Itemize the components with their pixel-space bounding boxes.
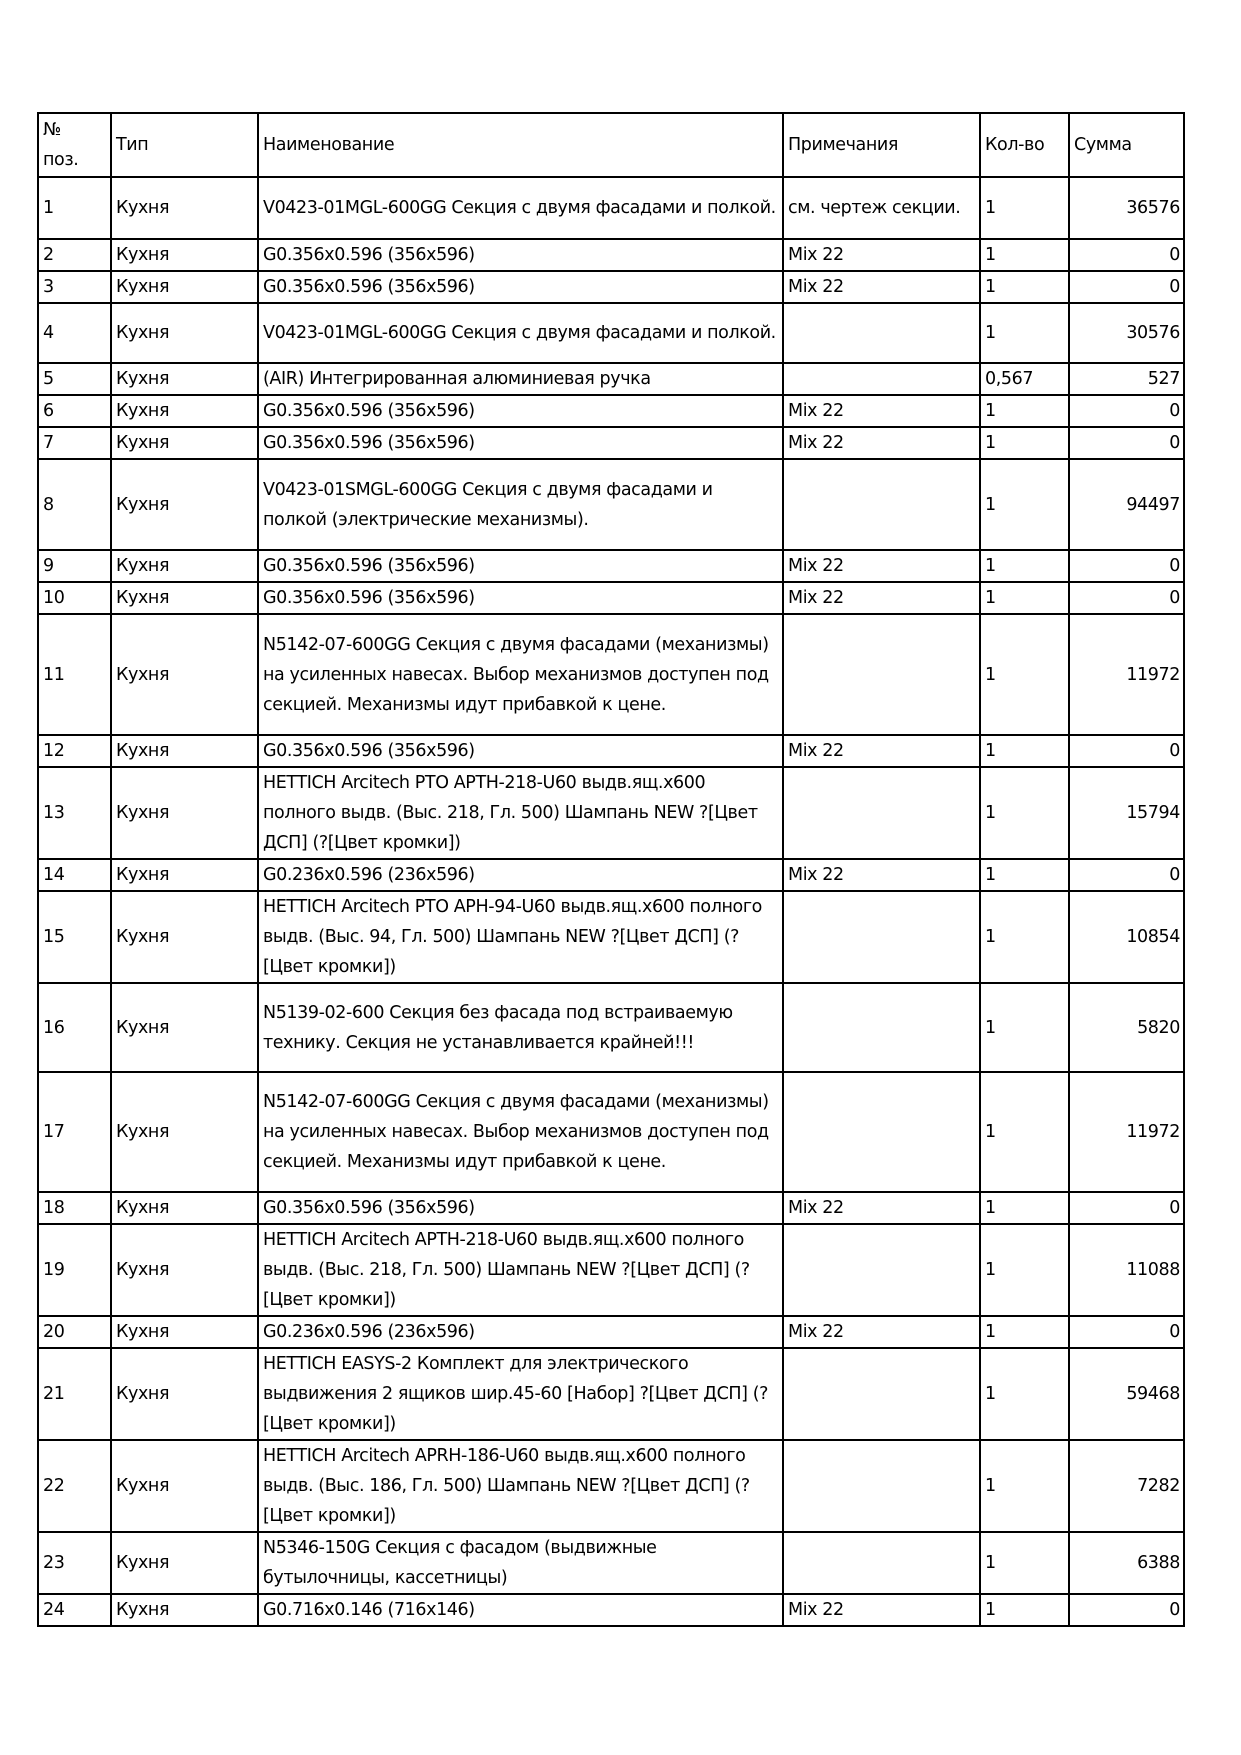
cell-pos: 14 (38, 859, 111, 891)
cell-qty: 1 (980, 1224, 1069, 1316)
cell-pos: 8 (38, 459, 111, 550)
table-row (38, 891, 1184, 983)
table-row (38, 614, 1184, 735)
cell-sum: 0 (1069, 735, 1184, 767)
cell-notes: Mix 22 (783, 550, 980, 582)
cell-type: Кухня (111, 614, 258, 735)
cell-qty: 1 (980, 983, 1069, 1072)
cell-type: Кухня (111, 1532, 258, 1594)
cell-notes: Mix 22 (783, 735, 980, 767)
cell-sum: 10854 (1069, 891, 1184, 983)
cell-notes (783, 1532, 980, 1594)
cell-qty: 1 (980, 891, 1069, 983)
cell-sum: 0 (1069, 859, 1184, 891)
cell-pos: 19 (38, 1224, 111, 1316)
cell-sum: 0 (1069, 582, 1184, 614)
specification-table (37, 112, 1185, 1627)
cell-type: Кухня (111, 303, 258, 363)
cell-name: HETTICH Arcitech APTH-218-U60 выдв.ящ.x600 полного выдв. (Выс. 218, Гл. 500) Шампань NEW ?[Цвет ДСП] (?[Цвет кромки]) (258, 1224, 783, 1316)
cell-pos: 3 (38, 271, 111, 303)
cell-notes (783, 983, 980, 1072)
cell-qty: 1 (980, 239, 1069, 271)
header-row (38, 113, 1184, 177)
table-row (38, 427, 1184, 459)
cell-sum: 36576 (1069, 177, 1184, 239)
cell-sum: 30576 (1069, 303, 1184, 363)
cell-type: Кухня (111, 1192, 258, 1224)
header-name: Наименование (258, 113, 783, 177)
cell-qty: 1 (980, 1348, 1069, 1440)
cell-sum: 0 (1069, 427, 1184, 459)
cell-qty: 1 (980, 614, 1069, 735)
cell-sum: 527 (1069, 363, 1184, 395)
cell-type: Кухня (111, 239, 258, 271)
cell-type: Кухня (111, 395, 258, 427)
header-type: Тип (111, 113, 258, 177)
cell-type: Кухня (111, 1072, 258, 1192)
cell-qty: 0,567 (980, 363, 1069, 395)
cell-qty: 1 (980, 735, 1069, 767)
table-row (38, 582, 1184, 614)
cell-name: N5142-07-600GG Секция с двумя фасадами (механизмы) на усиленных навесах. Выбор механизмов доступен под секцией. Механизмы идут прибавкой к цене. (258, 1072, 783, 1192)
cell-name: G0.236x0.596 (236x596) (258, 859, 783, 891)
cell-pos: 4 (38, 303, 111, 363)
cell-name: G0.356x0.596 (356x596) (258, 582, 783, 614)
cell-name: G0.356x0.596 (356x596) (258, 271, 783, 303)
cell-sum: 11088 (1069, 1224, 1184, 1316)
table-row (38, 859, 1184, 891)
header-pos-line1: № (43, 120, 61, 140)
cell-sum: 11972 (1069, 614, 1184, 735)
cell-sum: 0 (1069, 1594, 1184, 1626)
cell-name: HETTICH EASYS-2 Комплект для электрического выдвижения 2 ящиков шир.45-60 [Набор] ?[Цвет ДСП] (?[Цвет кромки]) (258, 1348, 783, 1440)
cell-notes (783, 1224, 980, 1316)
cell-pos: 22 (38, 1440, 111, 1532)
cell-notes: Mix 22 (783, 1316, 980, 1348)
cell-type: Кухня (111, 271, 258, 303)
cell-type: Кухня (111, 767, 258, 859)
cell-pos: 7 (38, 427, 111, 459)
cell-notes: Mix 22 (783, 582, 980, 614)
cell-name: G0.356x0.596 (356x596) (258, 1192, 783, 1224)
cell-qty: 1 (980, 1192, 1069, 1224)
cell-qty: 1 (980, 303, 1069, 363)
cell-sum: 5820 (1069, 983, 1184, 1072)
cell-name: G0.236x0.596 (236x596) (258, 1316, 783, 1348)
cell-pos: 2 (38, 239, 111, 271)
cell-type: Кухня (111, 1348, 258, 1440)
table-row (38, 735, 1184, 767)
cell-notes (783, 459, 980, 550)
table-row (38, 271, 1184, 303)
cell-notes (783, 1440, 980, 1532)
cell-name: G0.716x0.146 (716x146) (258, 1594, 783, 1626)
header-qty: Кол-во (980, 113, 1069, 177)
table-row (38, 395, 1184, 427)
cell-pos: 16 (38, 983, 111, 1072)
table-row (38, 1348, 1184, 1440)
cell-name: HETTICH Arcitech PTO APH-94-U60 выдв.ящ.x600 полного выдв. (Выс. 94, Гл. 500) Шампань NEW ?[Цвет ДСП] (?[Цвет кромки]) (258, 891, 783, 983)
cell-name: N5139-02-600 Секция без фасада под встраиваемую технику. Секция не устанавливается крайней!!! (258, 983, 783, 1072)
cell-name: V0423-01MGL-600GG Секция с двумя фасадами и полкой. (258, 177, 783, 239)
cell-name: (AIR) Интегрированная алюминиевая ручка (258, 363, 783, 395)
cell-qty: 1 (980, 1316, 1069, 1348)
table-row (38, 459, 1184, 550)
cell-type: Кухня (111, 582, 258, 614)
cell-qty: 1 (980, 550, 1069, 582)
cell-name: V0423-01MGL-600GG Секция с двумя фасадами и полкой. (258, 303, 783, 363)
table-row (38, 1316, 1184, 1348)
header-notes: Примечания (783, 113, 980, 177)
cell-type: Кухня (111, 550, 258, 582)
cell-name: V0423-01SMGL-600GG Секция с двумя фасадами и полкой (электрические механизмы). (258, 459, 783, 550)
cell-pos: 10 (38, 582, 111, 614)
cell-sum: 0 (1069, 239, 1184, 271)
header-pos (38, 113, 111, 177)
cell-sum: 7282 (1069, 1440, 1184, 1532)
cell-qty: 1 (980, 427, 1069, 459)
cell-type: Кухня (111, 1440, 258, 1532)
cell-pos: 20 (38, 1316, 111, 1348)
table-row (38, 983, 1184, 1072)
cell-pos: 9 (38, 550, 111, 582)
cell-name: N5142-07-600GG Секция с двумя фасадами (механизмы) на усиленных навесах. Выбор механизмов доступен под секцией. Механизмы идут прибавкой к цене. (258, 614, 783, 735)
table-row (38, 363, 1184, 395)
cell-qty: 1 (980, 767, 1069, 859)
cell-notes (783, 891, 980, 983)
cell-type: Кухня (111, 859, 258, 891)
table-row (38, 1072, 1184, 1192)
cell-sum: 59468 (1069, 1348, 1184, 1440)
cell-type: Кухня (111, 891, 258, 983)
cell-pos: 6 (38, 395, 111, 427)
cell-qty: 1 (980, 859, 1069, 891)
cell-notes (783, 1072, 980, 1192)
header-pos-line2: поз. (43, 150, 79, 170)
table-row (38, 1532, 1184, 1594)
cell-notes: Mix 22 (783, 427, 980, 459)
cell-sum: 15794 (1069, 767, 1184, 859)
cell-pos: 1 (38, 177, 111, 239)
table-row (38, 550, 1184, 582)
cell-qty: 1 (980, 1440, 1069, 1532)
cell-qty: 1 (980, 1532, 1069, 1594)
cell-pos: 11 (38, 614, 111, 735)
cell-name: HETTICH Arcitech APRH-186-U60 выдв.ящ.x600 полного выдв. (Выс. 186, Гл. 500) Шампань NEW ?[Цвет ДСП] (?[Цвет кромки]) (258, 1440, 783, 1532)
cell-notes (783, 767, 980, 859)
cell-sum: 0 (1069, 395, 1184, 427)
cell-name: N5346-150G Секция с фасадом (выдвижные бутылочницы, кассетницы) (258, 1532, 783, 1594)
table-row (38, 239, 1184, 271)
table-row (38, 1594, 1184, 1626)
cell-sum: 0 (1069, 271, 1184, 303)
table-row (38, 303, 1184, 363)
cell-pos: 5 (38, 363, 111, 395)
cell-type: Кухня (111, 983, 258, 1072)
cell-notes (783, 1348, 980, 1440)
cell-type: Кухня (111, 363, 258, 395)
cell-pos: 23 (38, 1532, 111, 1594)
cell-notes: Mix 22 (783, 239, 980, 271)
cell-notes (783, 614, 980, 735)
cell-name: HETTICH Arcitech PTO APTH-218-U60 выдв.ящ.x600 полного выдв. (Выс. 218, Гл. 500) Шампань NEW ?[Цвет ДСП] (?[Цвет кромки]) (258, 767, 783, 859)
cell-sum: 6388 (1069, 1532, 1184, 1594)
cell-pos: 21 (38, 1348, 111, 1440)
cell-type: Кухня (111, 1316, 258, 1348)
header-sum: Сумма (1069, 113, 1184, 177)
cell-notes (783, 363, 980, 395)
cell-type: Кухня (111, 1594, 258, 1626)
cell-qty: 1 (980, 1072, 1069, 1192)
cell-notes: Mix 22 (783, 859, 980, 891)
cell-pos: 24 (38, 1594, 111, 1626)
cell-notes: см. чертеж секции. (783, 177, 980, 239)
cell-type: Кухня (111, 427, 258, 459)
cell-type: Кухня (111, 177, 258, 239)
cell-name: G0.356x0.596 (356x596) (258, 239, 783, 271)
cell-sum: 11972 (1069, 1072, 1184, 1192)
cell-sum: 0 (1069, 1192, 1184, 1224)
cell-qty: 1 (980, 271, 1069, 303)
cell-qty: 1 (980, 459, 1069, 550)
cell-sum: 0 (1069, 1316, 1184, 1348)
cell-qty: 1 (980, 1594, 1069, 1626)
cell-type: Кухня (111, 735, 258, 767)
cell-pos: 18 (38, 1192, 111, 1224)
cell-sum: 94497 (1069, 459, 1184, 550)
cell-type: Кухня (111, 459, 258, 550)
table-row (38, 1224, 1184, 1316)
cell-notes: Mix 22 (783, 271, 980, 303)
cell-qty: 1 (980, 395, 1069, 427)
cell-pos: 12 (38, 735, 111, 767)
cell-name: G0.356x0.596 (356x596) (258, 735, 783, 767)
cell-qty: 1 (980, 582, 1069, 614)
table-row (38, 177, 1184, 239)
table-row (38, 1192, 1184, 1224)
cell-notes: Mix 22 (783, 1594, 980, 1626)
cell-name: G0.356x0.596 (356x596) (258, 427, 783, 459)
table-row (38, 767, 1184, 859)
table-row (38, 1440, 1184, 1532)
cell-pos: 15 (38, 891, 111, 983)
cell-sum: 0 (1069, 550, 1184, 582)
cell-notes (783, 303, 980, 363)
cell-pos: 17 (38, 1072, 111, 1192)
cell-qty: 1 (980, 177, 1069, 239)
table-body (38, 177, 1184, 1626)
cell-notes: Mix 22 (783, 395, 980, 427)
cell-pos: 13 (38, 767, 111, 859)
cell-name: G0.356x0.596 (356x596) (258, 395, 783, 427)
cell-type: Кухня (111, 1224, 258, 1316)
cell-name: G0.356x0.596 (356x596) (258, 550, 783, 582)
cell-notes: Mix 22 (783, 1192, 980, 1224)
